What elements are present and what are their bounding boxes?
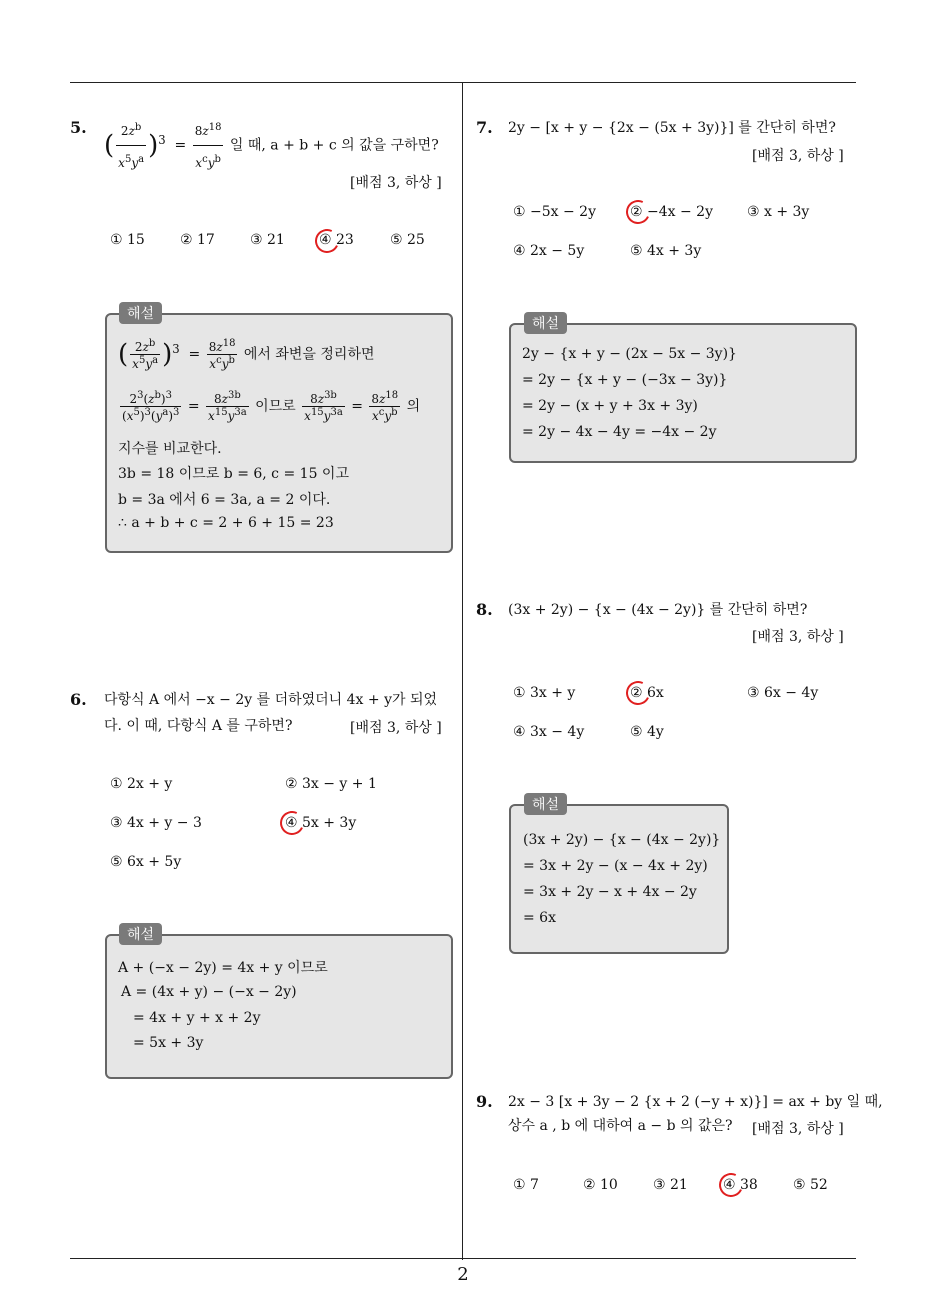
- choice-4[interactable]: ④ 23: [319, 232, 354, 248]
- explanation-line: = 2y − {x + y − (−3x − 3y)}: [522, 372, 728, 388]
- question-meta: [배점 3, 하상 ]: [752, 148, 844, 164]
- question-formula: ( $\frac{2z^b}{x^5y^a}$ )$^3$ = $\frac{8z^{18}}{x^cy^b}$ 일 때, a + b + c 의 값을 구하면?: [104, 114, 439, 177]
- choice-3[interactable]: ③ 6x − 4y: [747, 685, 819, 701]
- explanation-line: A + (−x − 2y) = 4x + y 이므로: [118, 960, 328, 976]
- explanation-line: ( $\frac{2z^b}{x^5y^a}$ )$^3$ = $\frac{8z^{18}}{x^cy^b}$ 에서 좌변을 정리하면: [118, 338, 375, 371]
- explanation-box: [509, 804, 729, 954]
- choice-5[interactable]: ⑤ 6x + 5y: [110, 854, 182, 870]
- choice-5[interactable]: ⑤ 4y: [630, 724, 664, 740]
- explanation-line: 2y − {x + y − (2x − 5x − 3y)}: [522, 346, 737, 362]
- answer-circle-mark: [277, 808, 308, 839]
- explanation-line: = 5x + 3y: [133, 1035, 204, 1051]
- choice-5[interactable]: ⑤ 4x + 3y: [630, 243, 702, 259]
- explanation-line: (3x + 2y) − {x − (4x − 2y)}: [523, 832, 721, 848]
- choice-1[interactable]: ① −5x − 2y: [513, 204, 596, 220]
- choice-2[interactable]: ② 3x − y + 1: [285, 776, 377, 792]
- explanation-line: A = (4x + y) − (−x − 2y): [121, 984, 297, 1000]
- explanation-line: 3b = 18 이므로 b = 6, c = 15 이고: [118, 466, 349, 482]
- question-meta: [배점 3, 하상 ]: [752, 629, 844, 645]
- choice-4[interactable]: ④ 5x + 3y: [285, 815, 357, 831]
- column-divider: [462, 82, 463, 1260]
- choice-2[interactable]: ② 10: [583, 1177, 618, 1193]
- explanation-line: = 2y − (x + y + 3x + 3y): [522, 398, 698, 414]
- question-text: 상수 a , b 에 대하여 a − b 의 값은?: [508, 1118, 733, 1134]
- question-number: 7.: [476, 118, 493, 137]
- question-meta: [배점 3, 하상 ]: [350, 720, 442, 736]
- explanation-line: = 3x + 2y − (x − 4x + 2y): [523, 858, 708, 874]
- choice-3[interactable]: ③ 4x + y − 3: [110, 815, 202, 831]
- answer-circle-mark: [623, 197, 654, 228]
- explanation-line: = 3x + 2y − x + 4x − 2y: [523, 884, 697, 900]
- choice-4[interactable]: ④ 38: [723, 1177, 758, 1193]
- explanation-line: b = 3a 에서 6 = 3a, a = 2 이다.: [118, 492, 331, 508]
- explanation-text: 의: [406, 398, 421, 415]
- question-meta: [배점 3, 하상 ]: [350, 175, 442, 191]
- choice-1[interactable]: ① 15: [110, 232, 145, 248]
- question-text: 일 때, a + b + c 의 값을 구하면?: [229, 137, 439, 154]
- question-meta: [배점 3, 하상 ]: [752, 1121, 844, 1137]
- choice-4[interactable]: ④ 2x − 5y: [513, 243, 585, 259]
- choice-2[interactable]: ② 6x: [630, 685, 664, 701]
- explanation-line: = 2y − 4x − 4y = −4x − 2y: [522, 424, 717, 440]
- question-text: 2x − 3 [x + 3y − 2 {x + 2 (−y + x)}] = ax + by 일 때,: [508, 1094, 883, 1110]
- explanation-tag: 해설: [524, 312, 567, 334]
- explanation-tag: 해설: [119, 923, 162, 945]
- choice-3[interactable]: ③ 21: [653, 1177, 688, 1193]
- explanation-text: 에서 좌변을 정리하면: [243, 346, 375, 363]
- explanation-tag: 해설: [119, 302, 162, 324]
- choice-4[interactable]: ④ 3x − 4y: [513, 724, 585, 740]
- answer-circle-mark: [312, 226, 343, 257]
- choice-2[interactable]: ② 17: [180, 232, 215, 248]
- choice-3[interactable]: ③ x + 3y: [747, 204, 810, 220]
- choice-1[interactable]: ① 2x + y: [110, 776, 173, 792]
- explanation-box: [105, 934, 453, 1079]
- question-number: 8.: [476, 600, 493, 619]
- question-text: 다. 이 때, 다항식 A 를 구하면?: [104, 718, 293, 734]
- explanation-line: = 4x + y + x + 2y: [133, 1010, 261, 1026]
- question-text: 2y − [x + y − {2x − (5x + 3y)}] 를 간단히 하면?: [508, 120, 836, 136]
- choice-2[interactable]: ② −4x − 2y: [630, 204, 713, 220]
- explanation-line: ∴ a + b + c = 2 + 6 + 15 = 23: [118, 515, 334, 531]
- answer-circle-mark: [716, 1170, 747, 1201]
- question-number: 9.: [476, 1092, 493, 1111]
- choice-5[interactable]: ⑤ 25: [390, 232, 425, 248]
- choice-3[interactable]: ③ 21: [250, 232, 285, 248]
- question-text: (3x + 2y) − {x − (4x − 2y)} 를 간단히 하면?: [508, 602, 808, 618]
- explanation-line: $\frac{2^3(z^b)^3}{(x^5)^3(y^a)^3}$ = $\frac{8z^{3b}}{x^{15}y^{3a}}$ 이므로 $\frac{8z^{3b}}{x^{15}y^{3a}}$ = $\frac{8z^{18}}{x^cy^b}$ 의: [122, 390, 421, 423]
- bottom-rule: [70, 1258, 856, 1259]
- choice-5[interactable]: ⑤ 52: [793, 1177, 828, 1193]
- page-number: 2: [457, 1264, 469, 1285]
- answer-circle-mark: [623, 678, 654, 709]
- explanation-box: [509, 323, 857, 463]
- top-rule: [70, 82, 856, 83]
- question-text: 다항식 A 에서 −x − 2y 를 더하였더니 4x + y가 되었: [104, 692, 438, 708]
- explanation-tag: 해설: [524, 793, 567, 815]
- explanation-text: 이므로: [255, 398, 296, 415]
- choice-1[interactable]: ① 7: [513, 1177, 539, 1193]
- choice-1[interactable]: ① 3x + y: [513, 685, 576, 701]
- question-number: 5.: [70, 118, 87, 137]
- explanation-line: 지수를 비교한다.: [118, 441, 222, 457]
- question-number: 6.: [70, 690, 87, 709]
- explanation-line: = 6x: [523, 910, 556, 926]
